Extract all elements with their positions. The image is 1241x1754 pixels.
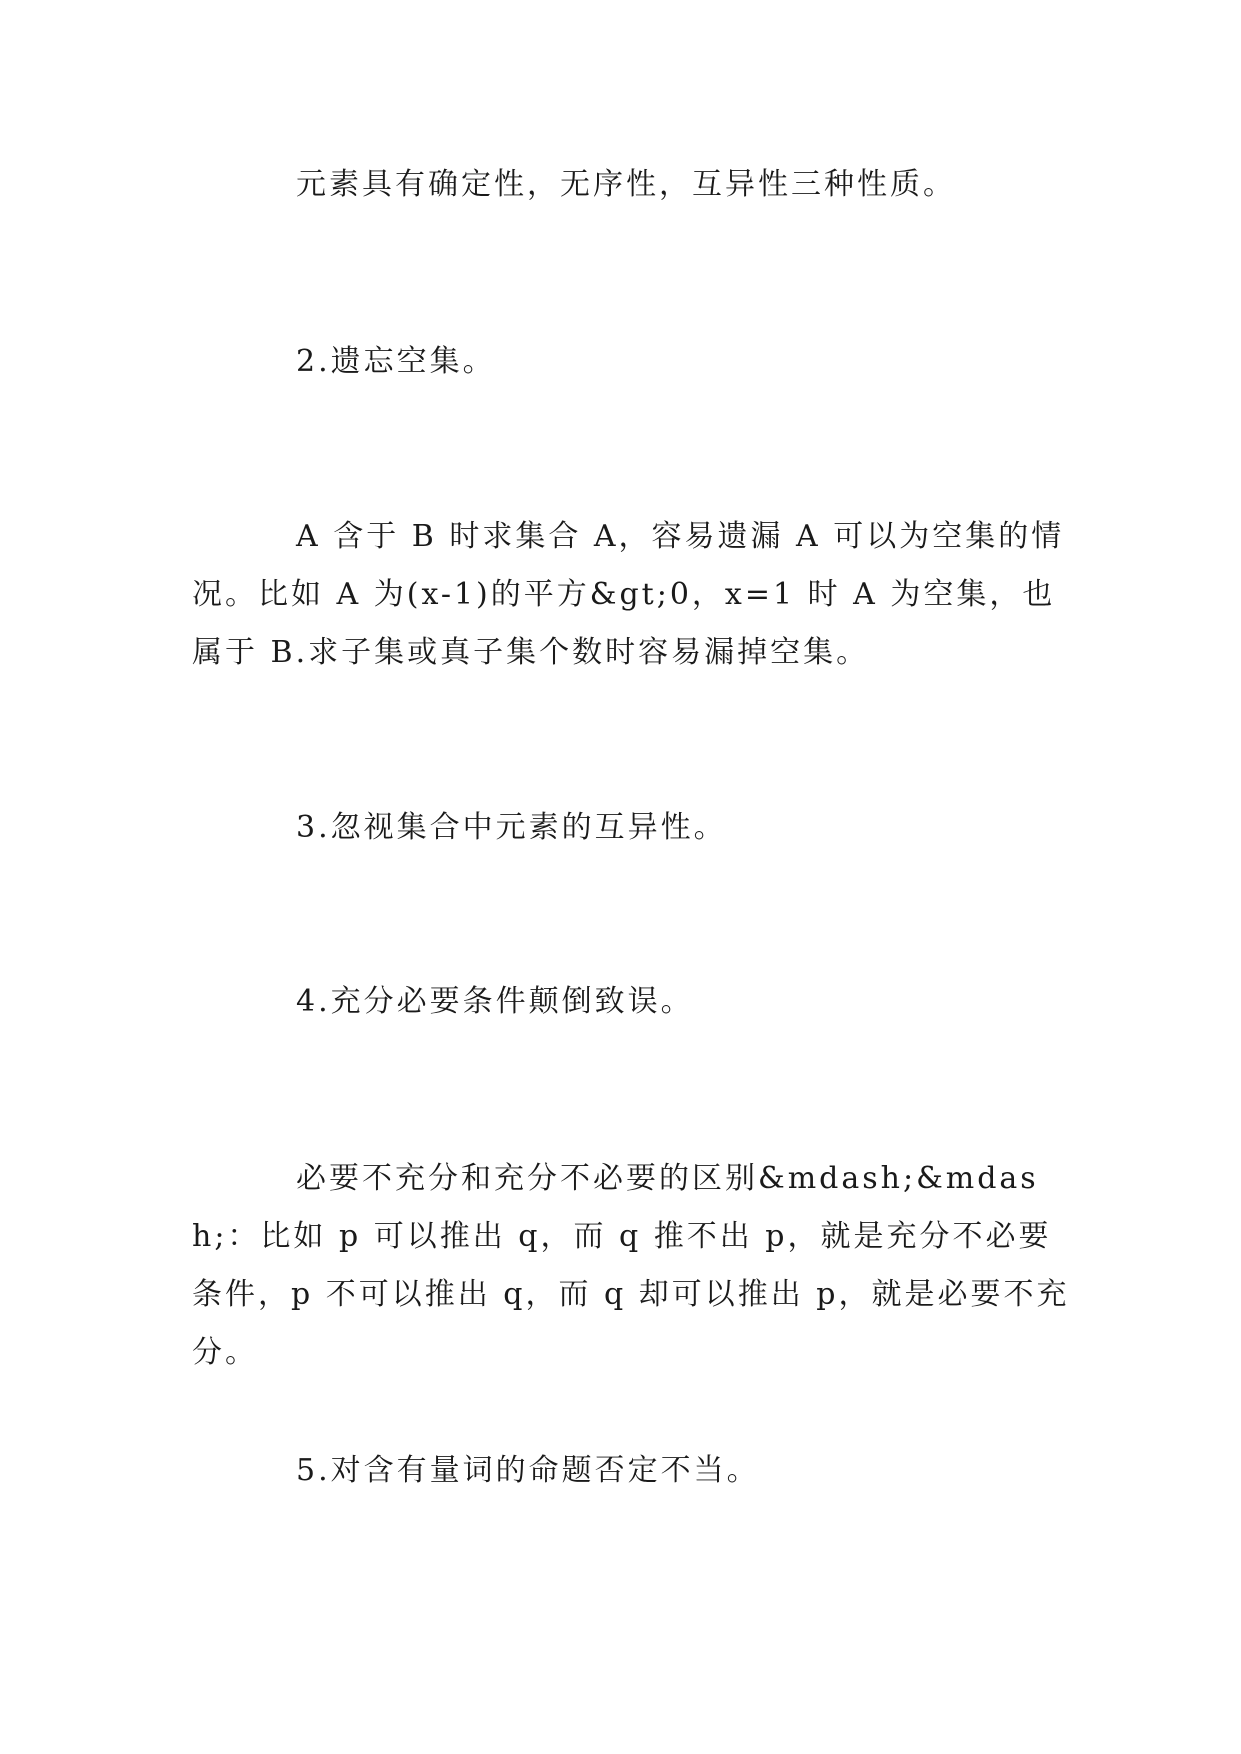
heading-quantifier-negation: 5.对含有量词的命题否定不当。 — [296, 1453, 760, 1488]
paragraph-empty-set-explanation: A 含于 B 时求集合 A，容易遗漏 A 可以为空集的情况。比如 A 为(x-1)的平方&gt;0，x=1 时 A 为空集，也属于 B.求子集或真子集个数时容易漏掉空集。 — [192, 519, 1065, 670]
paragraph-condition-explanation: 必要不充分和充分不必要的区别&mdash;&mdash;：比如 p 可以推出 q，而 q 推不出 p，就是充分不必要条件，p 不可以推出 q，而 q 却可以推出 p，就是必要不充分。 — [192, 1161, 1070, 1370]
heading-ignore-distinctness: 3.忽视集合中元素的互异性。 — [296, 810, 727, 845]
heading-condition-reversal: 4.充分必要条件颠倒致误。 — [296, 984, 694, 1019]
paragraph-element-properties: 元素具有确定性，无序性，互异性三种性质。 — [296, 167, 956, 202]
heading-forget-empty-set: 2.遗忘空集。 — [296, 344, 496, 379]
